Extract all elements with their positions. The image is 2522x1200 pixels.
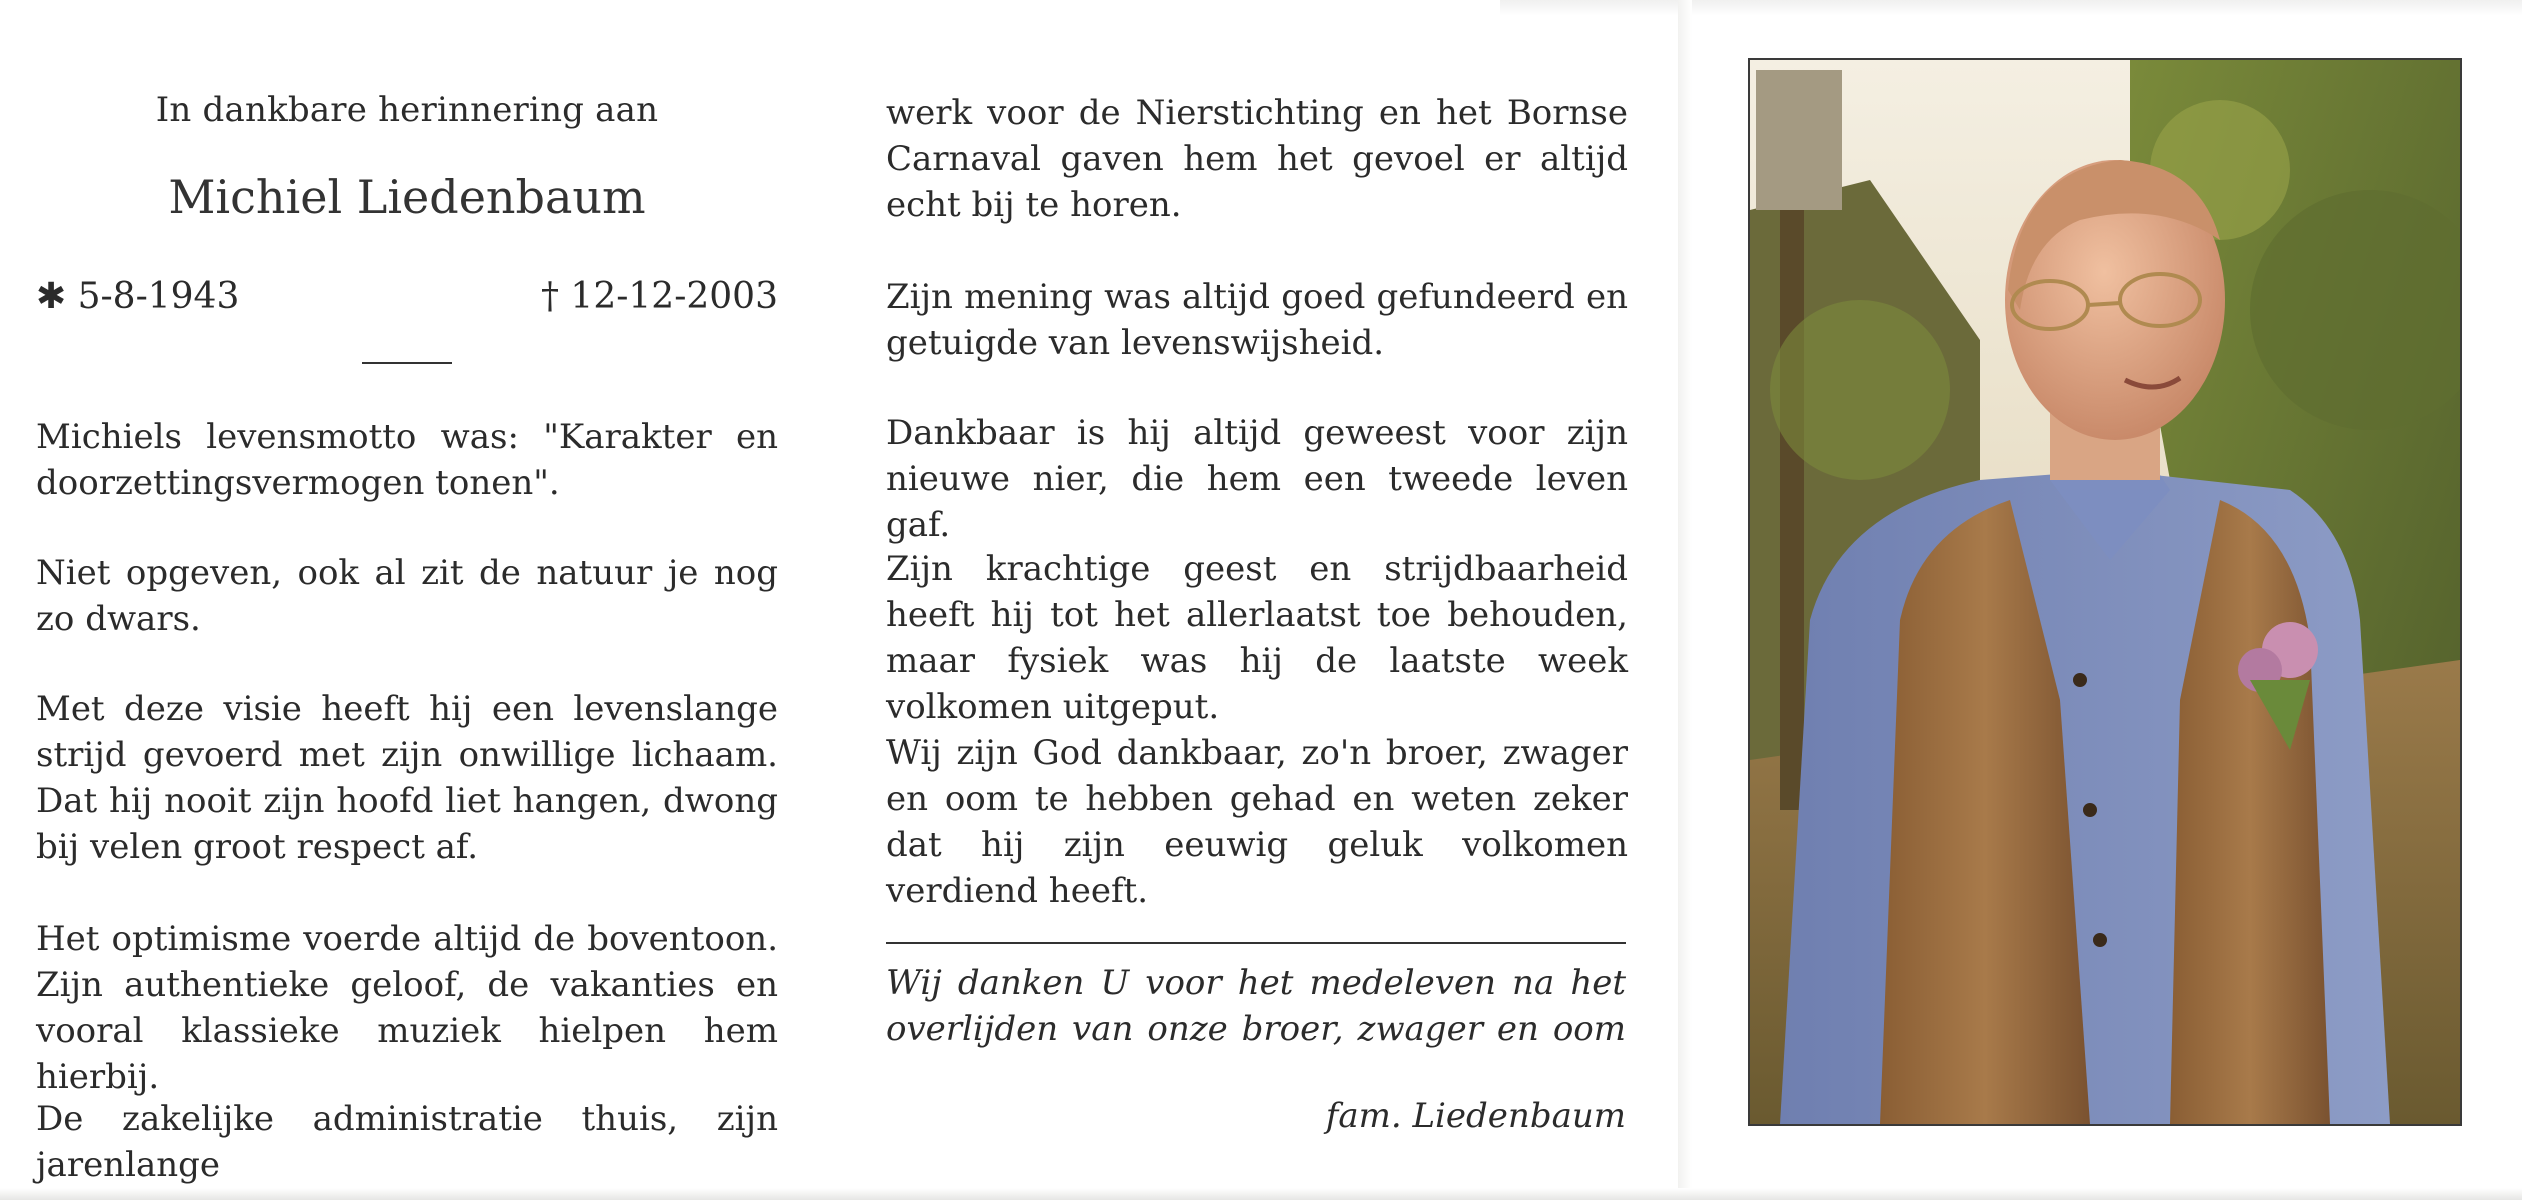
paper-edge-top [1500, 0, 2522, 16]
left-paragraph: Het optimisme voerde altijd de boventoon. Zijn authentieke geloof, de vakanties en vooral klassieke muziek hielpen hem hierbij. [36, 919, 778, 1097]
middle-paragraph: Zijn mening was altijd goed gefundeerd en getuigde van levenswijsheid. [886, 277, 1628, 363]
left-column [36, 90, 778, 1185]
left-paragraph: Michiels levensmotto was: "Karakter en doorzettingsvermogen tonen". [36, 417, 778, 503]
intro-text: In dankbare herinnering aan [155, 90, 659, 130]
death-date: † 12-12-2003 [540, 276, 778, 317]
left-paragraph: Niet opgeven, ook al zit de natuur je nog zo dwars. [36, 553, 778, 639]
middle-paragraph: Zijn krachtige geest en strijdbaarheid heeft hij tot het allerlaatst toe behouden, maar fysiek was hij de laatste week volkomen uitgeput. [886, 549, 1628, 727]
left-paragraph: De zakelijke administratie thuis, zijn jarenlange [36, 1099, 778, 1185]
middle-paragraph: Wij zijn God dankbaar, zo'n broer, zwager en oom te hebben gehad en weten zeker dat hij zijn eeuwig geluk volkomen verdiend heeft. [886, 733, 1628, 911]
long-divider [886, 942, 1626, 944]
portrait-illustration [1750, 60, 2460, 1124]
short-divider [362, 362, 452, 364]
portrait-photo [1748, 58, 2462, 1126]
left-paragraph: Met deze visie heeft hij een levenslange strijd gevoerd met zijn onwillige lichaam. Dat hij nooit zijn hoofd liet hangen, dwong bij velen groot respect af. [36, 689, 778, 867]
thanks-text: Wij danken U voor het medeleven na het overlijden van onze broer, zwager en oom [886, 963, 1626, 1049]
deceased-name: Michiel Liedenbaum [168, 170, 646, 224]
middle-paragraph: werk voor de Nierstichting en het Bornse Carnaval gaven hem het gevoel er altijd echt bij te horen. [886, 93, 1628, 225]
paper-edge-bottom [0, 1188, 2522, 1200]
birth-date: ✱ 5-8-1943 [36, 276, 240, 317]
family-signature: fam. Liedenbaum [1325, 1096, 1626, 1136]
card-fold [1678, 0, 1692, 1200]
middle-paragraph: Dankbaar is hij altijd geweest voor zijn nieuwe nier, die hem een tweede leven gaf. [886, 413, 1628, 545]
